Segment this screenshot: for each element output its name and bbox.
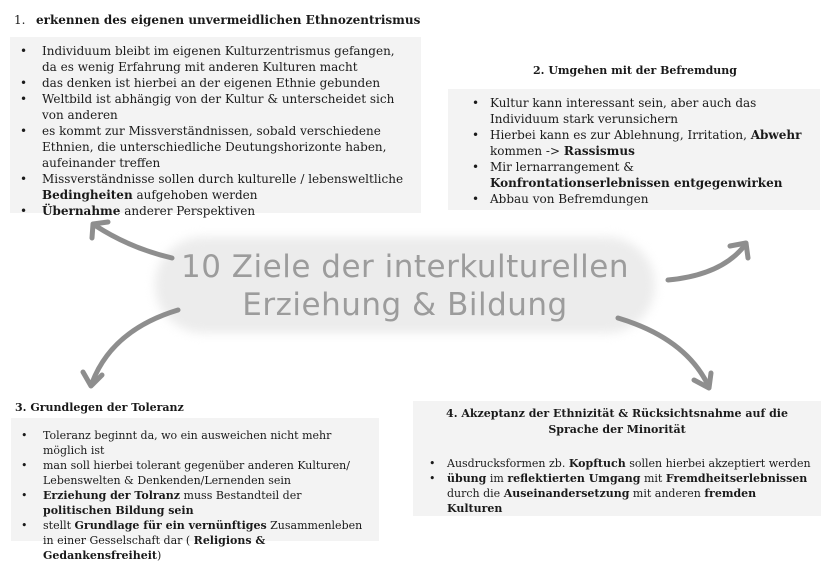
arrow-to-goal-4 <box>618 318 711 388</box>
goal-1-heading-text: erkennen des eigenen unvermeidlichen Ethnozentrismus <box>36 13 421 27</box>
title-line-2: Erziehung & Bildung <box>242 287 568 323</box>
bold-text: Grundlage für ein vernünftiges <box>74 519 267 532</box>
text: Ausdrucksformen zb. <box>447 457 569 470</box>
goal-3-heading: 3. Grundlegen der Toleranz <box>15 401 184 414</box>
bold-text: Rassismus <box>563 144 635 158</box>
bold-text: politischen Bildung sein <box>43 504 194 517</box>
text: im <box>486 472 508 485</box>
text: Mir lernarrangement & <box>490 160 634 174</box>
text: durch die <box>447 487 504 500</box>
text: kommen -> <box>490 144 564 158</box>
text: Individuum bleibt im eigenen Kulturzentrismus gefangen, da es wenig Erfahrung mit anderen Kulturen macht <box>42 44 395 74</box>
bold-text: Abwehr <box>750 128 802 142</box>
bold-text: Übernahme <box>42 204 121 218</box>
arrow-to-goal-1 <box>92 222 172 258</box>
text: mit anderen <box>629 487 705 500</box>
bold-text: reflektierten Umgang <box>507 472 641 485</box>
text: stellt <box>43 519 75 532</box>
bold-text: Kopftuch <box>568 457 626 470</box>
bold-text: Auseinandersetzung <box>503 487 630 500</box>
bold-text: übung <box>447 472 487 485</box>
arrow-to-goal-2 <box>668 243 748 280</box>
bold-text: Religions & Gedankensfreiheit <box>43 534 266 562</box>
text: sollen hierbei akzeptiert werden <box>625 457 811 470</box>
text: muss Bestandteil der <box>180 489 302 502</box>
bold-text: fremden Kulturen <box>447 487 757 515</box>
text: man soll hierbei tolerant gegenüber anderen Kulturen/ Lebenswelten & Denkenden/Lernenden sein <box>43 459 350 487</box>
goal-1-number: 1. <box>14 13 26 27</box>
title-line-1: 10 Ziele der interkulturellen <box>181 249 629 285</box>
bold-text: Konfrontationserlebnissen entgegenwirken <box>490 176 783 190</box>
text: mit <box>640 472 666 485</box>
text: Kultur kann interessant sein, aber auch das Individuum stark verunsichern <box>490 96 757 126</box>
text: Hierbei kann es zur Ablehnung, Irritation, <box>490 128 751 142</box>
goal-4-heading: 4. Akzeptanz der Ethnizität & Rücksichtsnahme auf die Sprache der Minorität <box>446 407 788 436</box>
goal-2-heading: 2. Umgehen mit der Befremdung <box>533 64 737 77</box>
text: Toleranz beginnt da, wo ein ausweichen nicht mehr möglich ist <box>43 429 332 457</box>
bold-text: Bedingheiten <box>42 188 133 202</box>
text: anderer Perspektiven <box>120 204 256 218</box>
text: es kommt zur Missverständnissen, sobald verschiedene Ethnien, die unterschiedliche Deutungshorizonte haben, aufeinander treffen <box>42 124 387 170</box>
bold-text: Erziehung der Tolranz <box>43 489 181 502</box>
text: ) <box>156 549 162 562</box>
text: Missverständnisse sollen durch kulturelle / lebensweltliche <box>42 172 404 186</box>
text: das denken ist hierbei an der eigenen Ethnie gebunden <box>42 76 381 90</box>
text: Weltbild ist abhängig von der Kultur & unterscheidet sich von anderen <box>42 92 395 122</box>
text: aufgehoben werden <box>132 188 258 202</box>
arrow-to-goal-3 <box>83 310 178 386</box>
bold-text: Fremdheitserlebnissen <box>665 472 808 485</box>
text: Zusammenleben in einer Gesselschaft dar ( <box>43 519 363 547</box>
text: Abbau von Befremdungen <box>490 192 649 206</box>
